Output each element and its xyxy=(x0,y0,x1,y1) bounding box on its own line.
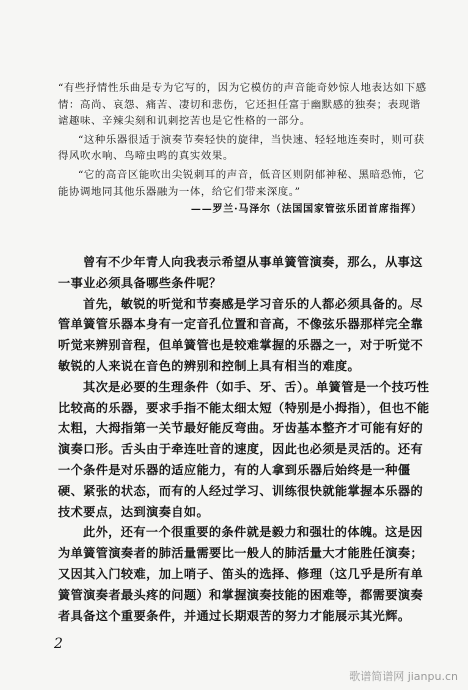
site-watermark: 歌谱简谱网 jianpu.cn xyxy=(349,670,458,683)
body-paragraph: 此外，还有一个很重要的条件就是毅力和强壮的体魄。这是因为单簧管演奏者的肺活量需要比一般人的肺活量大才能胜任演奏；又因其入门较难，加上哨子、笛头的选择、修理（这几乎是所有单簧管演奏者最头疼的问题）和掌握演奏技能的困难等，都需要演奏者具备这个重要条件，并通过长期艰苦的努力才能展示其光辉。 xyxy=(58,525,424,623)
page-number: 2 xyxy=(54,636,63,652)
body-paragraph: 其次是必要的生理条件（如手、牙、舌）。单簧管是一个技巧性比较高的乐器，要求手指不能太细太短（特别是小拇指），但也不能太粗，大拇指第一关节最好能反弯曲。牙齿基本整齐才可能有好的演奏口形。舌头由于牵连吐音的速度，因此也必须是灵活的。还有一个条件是对乐器的适应能力，有的人拿到乐器后始终是一种僵硬、紧张的状态，而有的人经过学习、训练很快就能掌握本乐器的技术要点，达到演奏自如。 xyxy=(58,379,430,519)
quote-block xyxy=(58,80,430,219)
body-paragraph: 曾有不少年青人向我表示希望从事单簧管演奏，那么，从事这一事业必须具备哪些条件呢？ xyxy=(58,255,423,290)
body-text xyxy=(58,252,430,626)
quote-paragraph: “它的高音区能吹出尖锐刺耳的声音，低音区则阴郁神秘、黑暗恐怖，它能协调地同其他乐器融为一体，给它们带来深度。” xyxy=(58,168,425,198)
quote-paragraph: “这种乐器很适于演奏节奏轻快的旋律，当快速、轻轻地连奏时，则可获得风吹水响、鸟啼虫鸣的真实效果。 xyxy=(58,133,425,163)
quote-paragraph: “有些抒情性乐曲是专为它写的，因为它模仿的声音能奇妙惊人地表达如下感情：高尚、哀怨、痛苦、凄切和悲伤，它还担任富于幽默感的独奏；表现谐谑趣味、辛辣尖刻和讥刺挖苦也是它性格的一部分。 xyxy=(58,82,427,128)
body-paragraph: 首先，敏锐的听觉和节奏感是学习音乐的人都必须具备的。尽管单簧管乐器本身有一定音孔位置和音高，不像弦乐器那样完全靠听觉来辨别音程，但单簧管也是较难掌握的乐器之一，对于听觉不敏锐的人来说在音色的辨别和控制上具有相当的难度。 xyxy=(58,296,424,373)
quote-attribution: ——罗兰·马泽尔（法国国家管弦乐团首席指挥） xyxy=(190,204,422,216)
